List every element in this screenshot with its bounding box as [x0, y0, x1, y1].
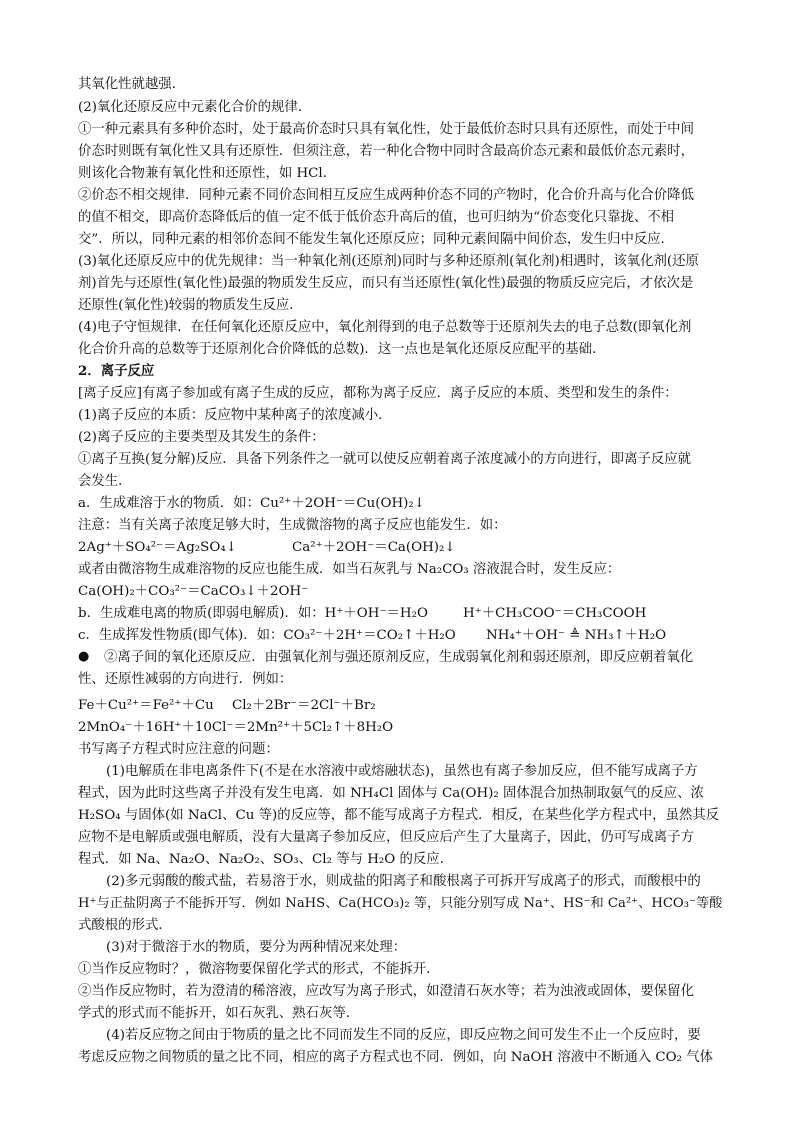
text-line: ①当作反应物时？，微溶物要保留化学式的形式，不能拆开．: [78, 962, 440, 977]
text-line: 价态时则既有氧化性又具有还原性．但须注意，若一种化合物中同时含最高价态元素和最低价态元素时，: [78, 144, 694, 159]
text-line: 交”．所以，同种元素的相邻价态间不能发生氧化还原反应；同种元素间隔中间价态，发生归中反应．: [78, 232, 675, 247]
text-line: (3)氧化还原反应中的优先规律：当一种氧化剂(还原剂)同时与多种还原剂(氧化剂)相遇时，该氧化剂(还原: [78, 254, 699, 269]
text-line: b．生成难电离的物质(即弱电解质)．如：H⁺＋OH⁻＝H₂O: [78, 606, 428, 621]
equation: 2MnO₄⁻＋16H⁺＋10Cl⁻＝2Mn²⁺＋5Cl₂↑＋8H₂O: [78, 720, 394, 735]
equation: Fe＋Cu²⁺＝Fe²⁺＋Cu: [78, 698, 214, 713]
text-line: 会发生．: [78, 474, 132, 489]
text-line: H₂SO₄ 与固体(如 NaCl、Cu 等)的反应等，都不能写成离子方程式．相反，在某些化学方程式中，虽然其反: [78, 808, 720, 823]
text-line: [离子反应]有离子参加或有离子生成的反应，都称为离子反应．离子反应的本质、类型和发生的条件：: [78, 386, 678, 401]
text-line: 考虑反应物之间物质的量之比不同，相应的离子方程式也不同．例如，向 NaOH 溶液中不断通入 CO₂ 气体: [78, 1050, 713, 1065]
text-line: 或者由微溶物生成难溶物的反应也能生成．如当石灰乳与 Na₂CO₃ 溶液混合时，发生反应：: [78, 562, 621, 577]
text-line: 书写离子方程式时应注意的问题：: [78, 742, 279, 757]
text-line: 注意：当有关离子浓度足够大时，生成微溶物的离子反应也能发生．如：: [78, 518, 507, 533]
equation: Ca(OH)₂＋CO₃²⁻＝CaCO₃↓＋2OH⁻: [78, 584, 309, 599]
text-line: 应物不是电解质或强电解质，没有大量离子参加反应，但反应后产生了大量离子，因此，仍可写成离子方: [78, 830, 694, 845]
text-line: (4)电子守恒规律．在任何氧化还原反应中，氧化剂得到的电子总数等于还原剂失去的电子总数(即氧化剂: [78, 320, 692, 335]
text-line: 剂)首先与还原性(氧化性)最强的物质发生反应，而只有当还原性(氧化性)最强的物质反应完后，才依次是: [78, 276, 694, 291]
text-line: (2)氧化还原反应中元素化合价的规律．: [78, 100, 312, 115]
text-line: a．生成难溶于水的物质．如：Cu²⁺＋2OH⁻＝Cu(OH)₂↓: [78, 496, 425, 511]
text-line: (4)若反应物之间由于物质的量之比不同而发生不同的反应，即反应物之间可发生不止一个反应时，要: [106, 1028, 701, 1043]
text-line: 的值不相交，即高价态降低后的值一定不低于低价态升高后的值，也可归纳为“价态变化只靠拢、不相: [78, 210, 675, 225]
text-line: ②当作反应物时，若为澄清的稀溶液，应改写为离子形式，如澄清石灰水等；若为浊液或固体，要保留化: [78, 984, 694, 999]
text-line: 程式．如 Na、Na₂O、Na₂O₂、SO₃、Cl₂ 等与 H₂O 的反应．: [78, 852, 454, 867]
text-line: ①离子互换(复分解)反应．具备下列条件之一就可以使反应朝着离子浓度减小的方向进行，即离子反应就: [78, 452, 692, 467]
text-line: c．生成挥发性物质(即气体)．如：CO₃²⁻＋2H⁺＝CO₂↑＋H₂O: [78, 628, 456, 643]
text-line: 式酸根的形式．: [78, 918, 172, 933]
equation: Cl₂＋2Br⁻＝2Cl⁻＋Br₂: [232, 698, 376, 713]
text-line: (1)电解质在非电离条件下(不是在水溶液中或熔融状态)，虽然也有离子参加反应，但不能写成离子方: [106, 764, 698, 779]
text-line: 程式，因为此时这些离子并没有发生电离．如 NH₄Cl 固体与 Ca(OH)₂ 固体混合加热制取氨气的反应、浓: [78, 786, 704, 801]
text-line: ②离子间的氧化还原反应．由强氧化剂与强还原剂反应，生成弱氧化剂和弱还原剂，即反应朝着氧化: [104, 650, 694, 665]
text-line: 化合价升高的总数等于还原剂化合价降低的总数)．这一点也是氧化还原反应配平的基础．: [78, 342, 606, 357]
equation: NH₄⁺＋OH⁻ ≜ NH₃↑＋H₂O: [486, 628, 667, 643]
equation: Ca²⁺＋2OH⁻＝Ca(OH)₂↓: [292, 540, 456, 555]
text-line: (2)离子反应的主要类型及其发生的条件：: [78, 430, 325, 445]
text-line: (1)离子反应的本质：反应物中某种离子的浓度减小．: [78, 408, 392, 423]
text-line: 其氧化性就越强．: [78, 77, 186, 92]
text-line: (3)对于微溶于水的物质，要分为两种情况来处理：: [106, 940, 407, 955]
text-line: H⁺与正盐阴离子不能拆开写．例如 NaHS、Ca(HCO₃)₂ 等，只能分别写成 Na⁺、HS⁻和 Ca²⁺、HCO₃⁻等酸: [78, 896, 723, 911]
equation: 2Ag⁺＋SO₄²⁻＝Ag₂SO₄↓: [78, 540, 237, 555]
equation: H⁺＋CH₃COO⁻＝CH₃COOH: [463, 606, 647, 621]
text-line: 则该化合物兼有氧化性和还原性，如 HCl．: [78, 166, 337, 181]
bullet-icon: ●: [78, 649, 90, 664]
text-line: 学式的形式而不能拆开，如石灰乳、熟石灰等．: [78, 1006, 360, 1021]
text-line: (2)多元弱酸的酸式盐，若易溶于水，则成盐的阳离子和酸根离子可拆开写成离子的形式，而酸根中的: [106, 874, 701, 889]
text-line: 还原性(氧化性)较弱的物质发生反应．: [78, 298, 303, 313]
text-line: ①一种元素具有多种价态时，处于最高价态时只具有氧化性，处于最低价态时只具有还原性，而处于中间: [78, 122, 694, 137]
text-line: 性、还原性减弱的方向进行．例如：: [78, 672, 293, 687]
section-heading: 2．离子反应: [78, 363, 155, 379]
text-line: ②价态不相交规律．同种元素不同价态间相互反应生成两种价态不同的产物时，化合价升高与化合价降低: [78, 188, 694, 203]
